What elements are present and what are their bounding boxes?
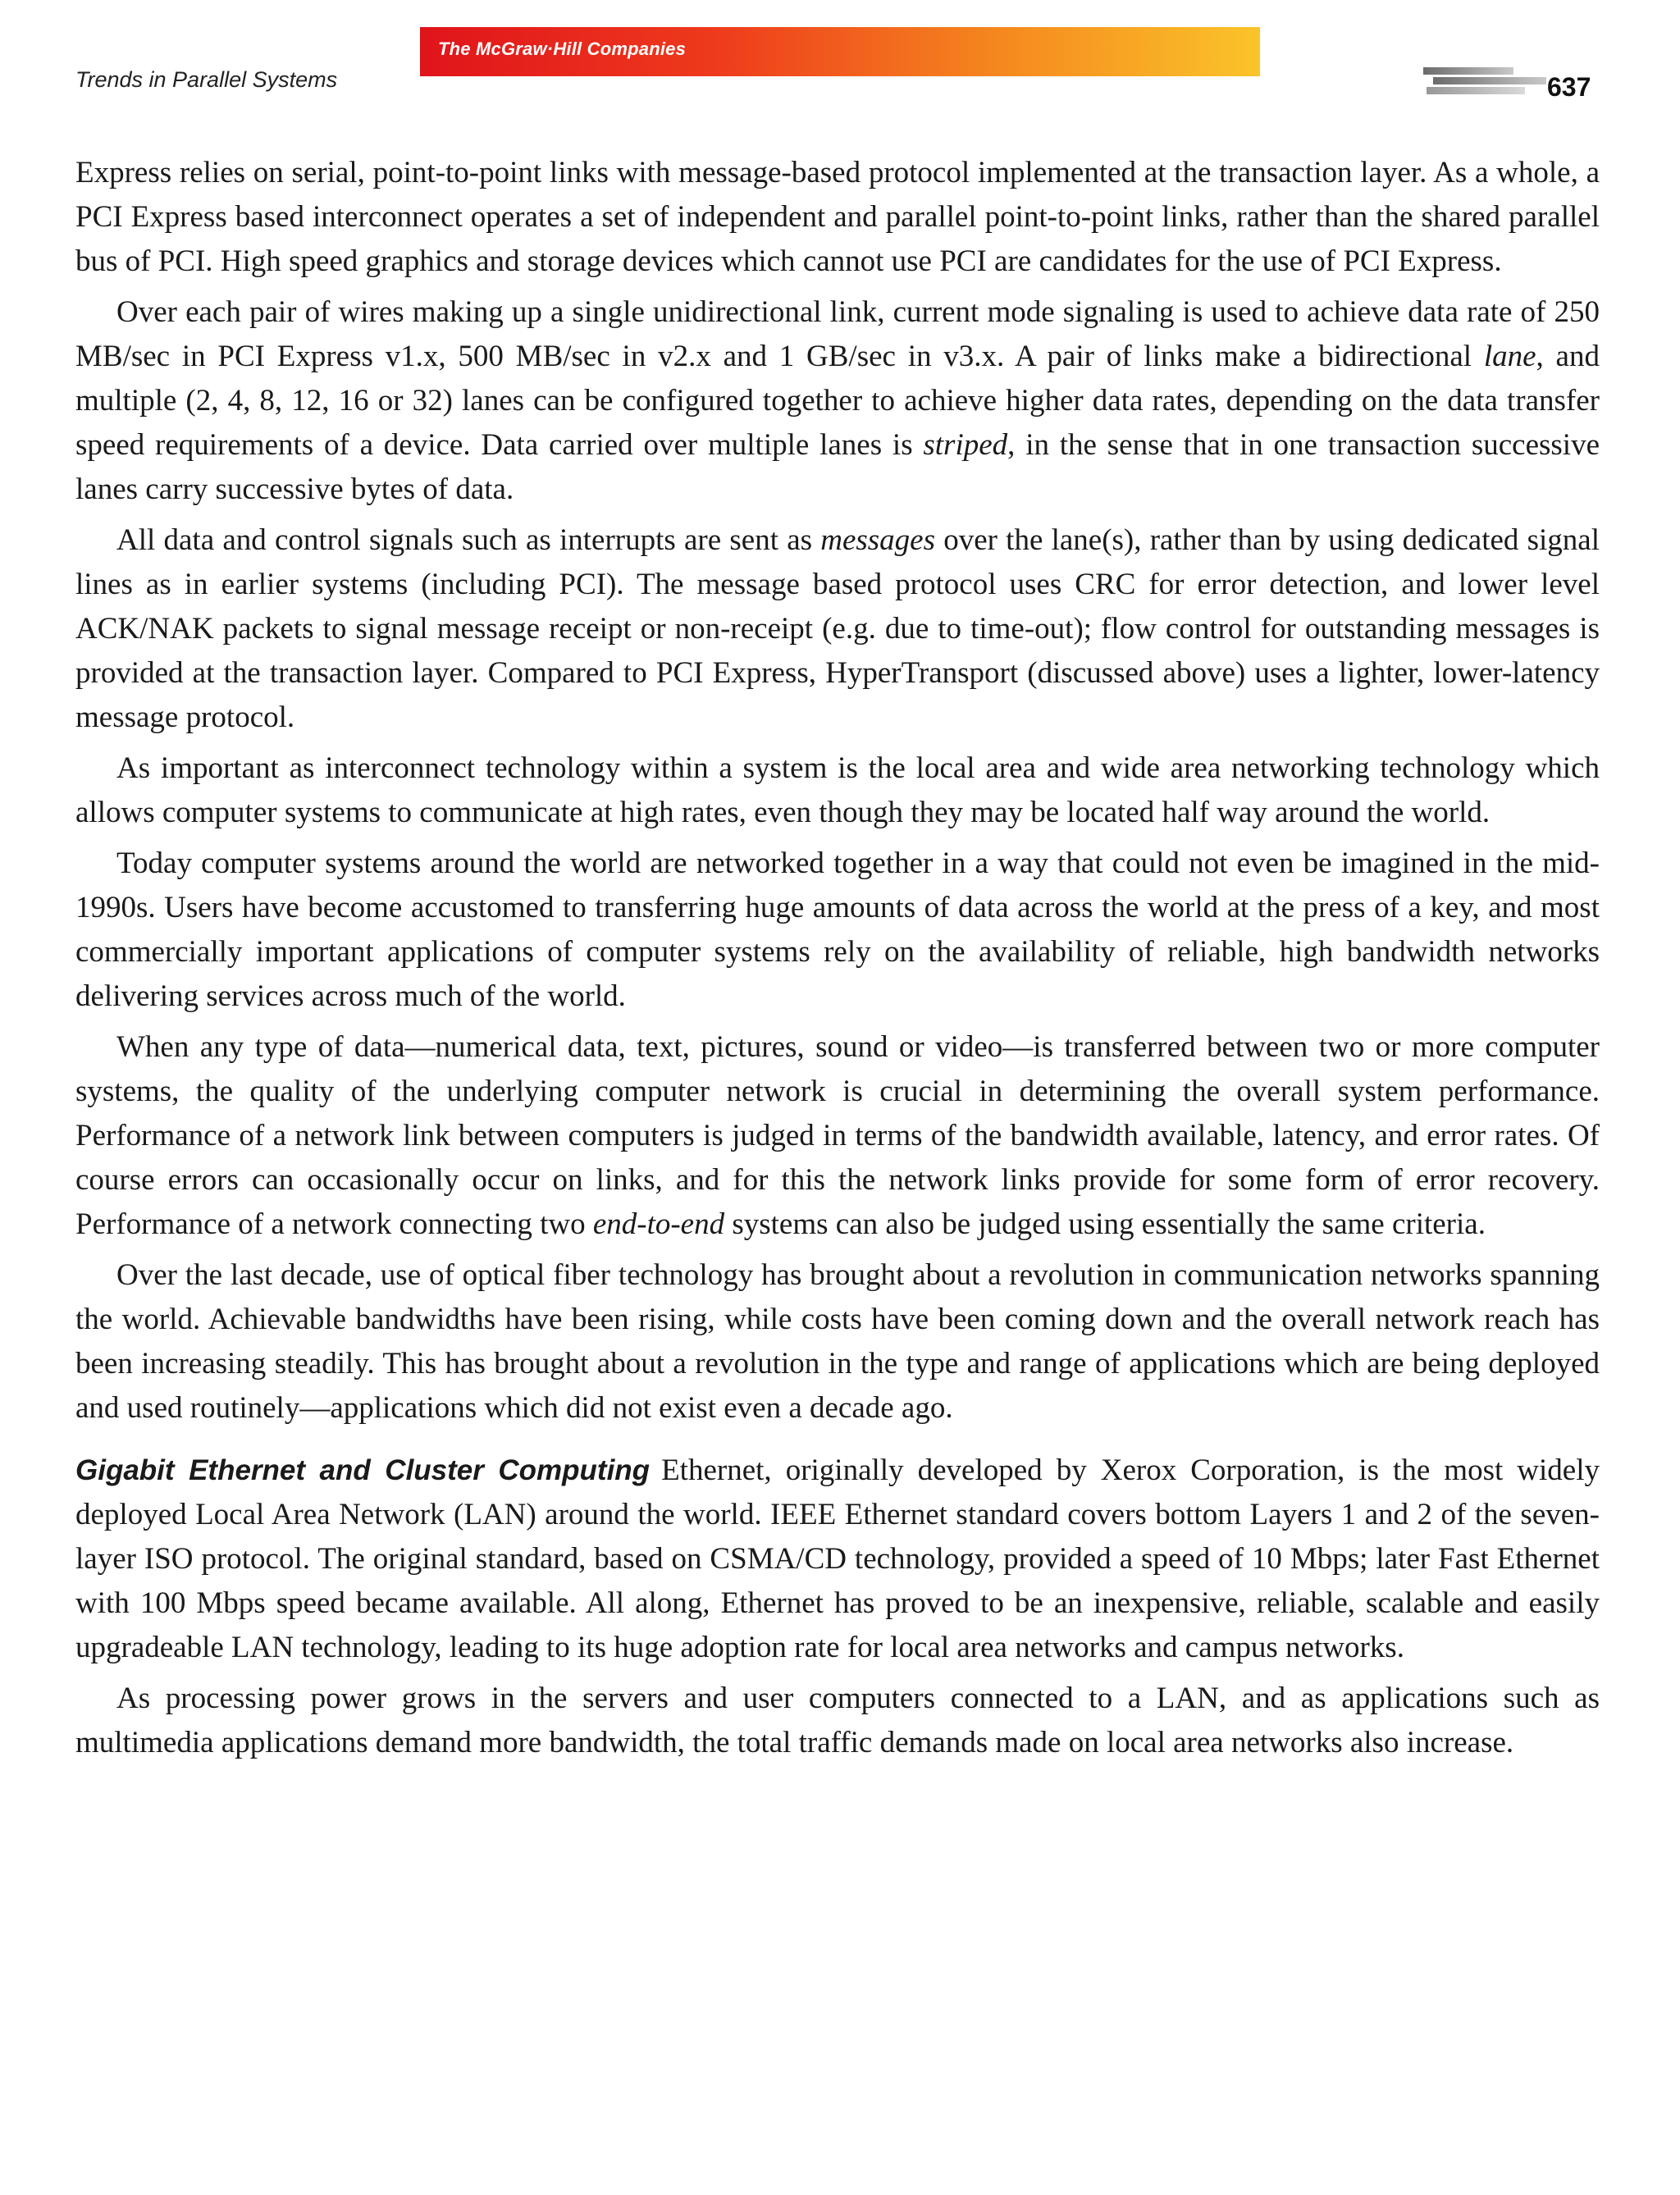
text-run: Express relies on serial, point-to-point links with message-based protocol implemented at the transaction layer. As a whole, a PCI Express based interconnect operates a set of independent and parallel point-to-point links, rather than the shared parallel bus of PCI. High speed graphics and storage devices which cannot use PCI are candidates for the use of PCI Express. bbox=[75, 156, 1600, 278]
page-number: 637 bbox=[1547, 72, 1591, 102]
text-run: As important as interconnect technology within a system is the local area and wide area networking technology which allows computer systems to communicate at high rates, even though they may be located half way around the world. bbox=[75, 751, 1600, 829]
paragraph bbox=[75, 518, 1600, 740]
text-run: When any type of data—numerical data, text, pictures, sound or video—is transferred between two or more computer systems, the quality of the underlying computer network is crucial in determining the overall system performance. Performance of a network link between computers is judged in terms of the bandwidth available, latency, and error rates. Of course errors can occasionally occur on links, and for this the network links provide for some form of error recovery. Performance of a network connecting two bbox=[75, 1030, 1600, 1241]
paragraph bbox=[75, 151, 1600, 284]
text-run: over the lane(s), rather than by using dedicated signal lines as in earlier systems (including PCI). The message based protocol uses CRC for error detection, and lower level ACK/NAK packets to signal message receipt or non-receipt (e.g. due to time-out); flow control for outstanding messages is provided at the transaction layer. Compared to PCI Express, HyperTransport (discussed above) uses a lighter, lower-latency message protocol. bbox=[75, 523, 1600, 734]
text-run: , in the sense that in one transaction successive lanes carry successive bytes of data. bbox=[75, 428, 1600, 506]
emphasized-term: messages bbox=[820, 523, 935, 557]
text-run: Ethernet, originally developed by Xerox Corporation, is the most widely deployed Local Area Network (LAN) around the world. IEEE Ethernet standard covers bottom Layers 1 and 2 of the seven-layer ISO protocol. The original standard, based on CSMA/CD technology, provided a speed of 10 Mbps; later Fast Ethernet with 100 Mbps speed became available. All along, Ethernet has proved to be an inexpensive, reliable, scalable and easily upgradeable LAN technology, leading to its huge adoption rate for local area networks and campus networks. bbox=[75, 1453, 1600, 1664]
section-paragraph bbox=[75, 1449, 1600, 1670]
paragraph bbox=[75, 1253, 1600, 1431]
paragraph bbox=[75, 290, 1600, 512]
text-run: All data and control signals such as interrupts are sent as bbox=[116, 523, 821, 557]
text-run: As processing power grows in the servers and user computers connected to a LAN, and as applications such as multimedia applications demand more bandwidth, the total traffic demands made on local area networks also increase. bbox=[75, 1682, 1600, 1759]
text-run: Over the last decade, use of optical fiber technology has brought about a revolution in communication networks spanning the world. Achievable bandwidths have been rising, while costs have been coming down and the overall network reach has been increasing steadily. This has brought about a revolution in the type and range of applications which are being deployed and used routinely—applications which did not exist even a decade ago. bbox=[75, 1258, 1600, 1425]
emphasized-term: lane bbox=[1483, 340, 1536, 373]
emphasized-term: striped bbox=[923, 428, 1008, 462]
paragraph bbox=[75, 1025, 1600, 1247]
emphasized-term: end-to-end bbox=[592, 1207, 725, 1241]
publisher-name: The McGraw·Hill Companies bbox=[438, 39, 687, 59]
text-run: , and multiple (2, 4, 8, 12, 16 or 32) lanes can be configured together to achieve higher data rates, depending on the data transfer speed requirements of a device. Data carried over multiple lanes is bbox=[75, 340, 1600, 462]
body-text bbox=[75, 151, 1600, 1772]
section-run-in-heading: Gigabit Ethernet and Cluster Computing bbox=[75, 1454, 651, 1486]
page-number-mark bbox=[1423, 66, 1546, 98]
publisher-banner bbox=[420, 27, 1260, 76]
text-run: systems can also be judged using essentially the same criteria. bbox=[724, 1207, 1486, 1241]
running-head: Trends in Parallel Systems bbox=[75, 67, 338, 92]
text-run: Today computer systems around the world are networked together in a way that could not even be imagined in the mid-1990s. Users have become accustomed to transferring huge amounts of data across the world at the press of a key, and most commercially important applications of computer systems rely on the availability of reliable, high bandwidth networks delivering services across much of the world. bbox=[75, 847, 1600, 1013]
paragraph bbox=[75, 842, 1600, 1019]
text-run: Over each pair of wires making up a single unidirectional link, current mode signaling is used to achieve data rate of 250 MB/sec in PCI Express v1.x, 500 MB/sec in v2.x and 1 GB/sec in v3.x. A pair of links make a bidirectional bbox=[75, 295, 1600, 373]
paragraph bbox=[75, 1677, 1600, 1765]
paragraph bbox=[75, 746, 1600, 835]
